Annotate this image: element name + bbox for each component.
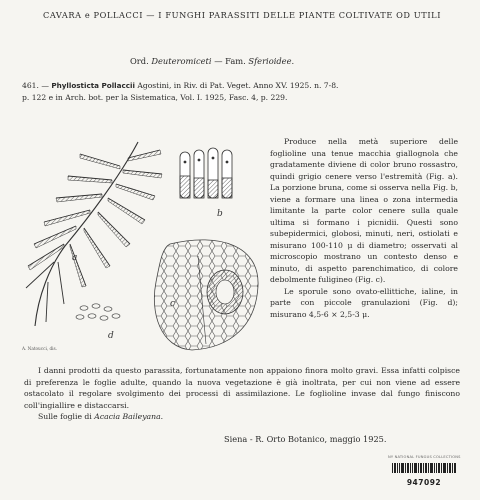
host-line [24,411,460,423]
host-prefix: Sulle foglie di [38,412,92,421]
order-name: Deuteromiceti [151,56,212,66]
barcode-icon [392,463,456,473]
family-label: — Fam. [214,56,246,66]
location-date-signature: Siena - R. Orto Botanico, maggio 1925. [224,434,387,444]
damage-section [24,365,460,423]
figure-label-b: b [217,209,223,219]
illustrator-credit: A. Natoucci, dis. [22,346,57,351]
damage-paragraph: I danni prodotti da questo parassita, fortunatamente non appaiono finora molto gravi. Essa infatti colpisce di preferenza le foglie adulte, quando la nuova vegetazione è già inoltrata, per cui non viene ad essere ostacolato il regolare svolgimento dei processi di assimilazione. Le foglioline invase dal fungo finiscono coll'ingiallire e distaccarsi. [24,366,460,410]
botanical-illustration [20,136,270,372]
figure-d-sporules [76,304,120,320]
barcode-number: 947092 [406,478,442,487]
figure-c-pycnidium-section [154,240,258,350]
description-column [270,136,458,320]
figure-label-c: c [170,299,176,309]
figure-label-d: d [108,331,114,341]
description-paragraph-1: Produce nella metà superiore delle foglioline una tenue macchia giallognola che gradatamente diviene di color bruno rossastro, quindi grigio cenere verso l'estremità (Fig. a). La porzione bruna, come si osserva nella Fig. b, viene a formare una linea o zona intermedia limitante la parte color cenere sulla quale ultima si formano i picnidii. Questi sono subepidermici, globosi, minuti, neri, ostiolati e misurano 100-110 μ di diametro; osservati al microscopio mostrano un contesto denso e minuto, di aspetto parenchimatico, di colore debolmente fuligineo (Fig. c). [270,137,458,284]
order-label: Ord. [130,56,149,66]
header-authors: CAVARA e POLLACCI [42,10,144,20]
description-paragraph-2: Le sporule sono ovato-ellittiche, ialine, in parte con piccole granulazioni (Fig. d); misurano 4,5-6 × 2,5-3 μ. [270,286,458,319]
host-name: Acacia Baileyana. [94,412,164,421]
collection-name: NY NATIONAL FUNGUS COLLECTIONS [388,455,461,459]
header-series-title: — I FUNGHI PARASSITI DELLE PIANTE COLTIVATE OD UTILI [146,10,442,20]
family-name: Sferioidee. [248,56,295,66]
figure-b-foliole-drawing [180,148,232,198]
citation-line-2: p. 122 e in Arch. bot. per la Sistematica, Vol. I. 1925, Fasc. 4, p. 229. [22,93,288,102]
figure-label-a: a [72,253,78,263]
collection-barcode-label [388,455,460,487]
species-entry-heading [22,80,468,104]
citation-line-1: Agostini, in Riv. di Pat. Veget. Anno XV. 1925. n. 7-8. [137,81,339,90]
species-name: Phyllosticta Pollaccii [51,81,135,90]
running-header [22,10,462,20]
figure-a-leaf-drawing [26,142,162,326]
entry-number: 461. — [22,81,49,90]
taxonomic-order-line [130,56,294,66]
